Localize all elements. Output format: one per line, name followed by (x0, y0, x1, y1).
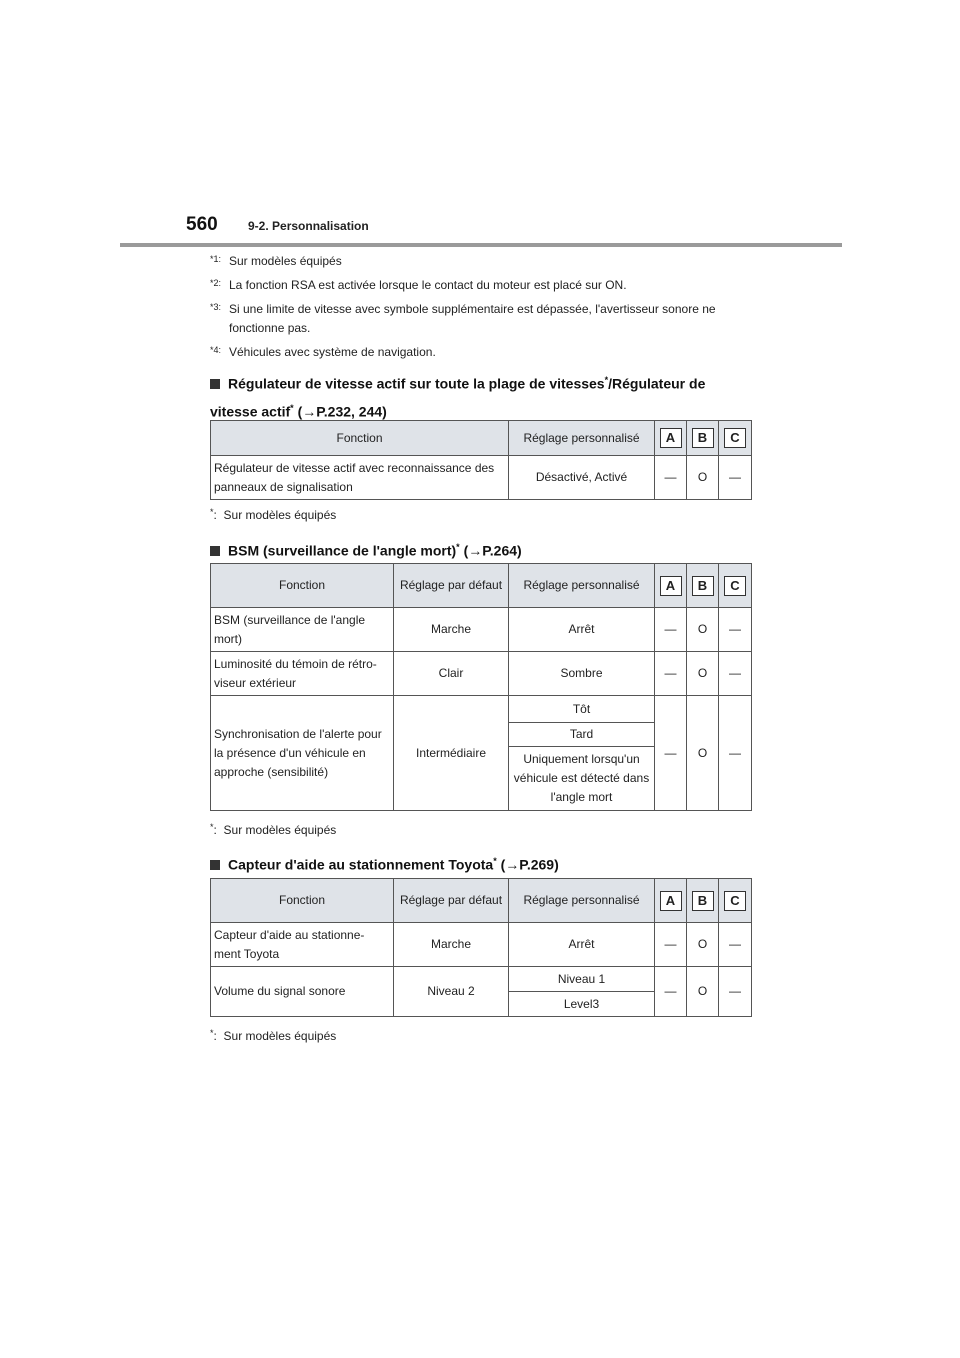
section-heading-parking: Capteur d'aide au stationnement Toyota* (→P.269) (210, 849, 559, 877)
label-b: B (692, 891, 714, 911)
table-bsm: Fonction Réglage par défaut Réglage personnalisé A B C BSM (surveillance de l'angle mort) Marche Arrêt — O — Luminosité du témoin de rétro-viseur extérieur Clair Sombre — O — Synchronisation de l'alerte pour la présence d'un véhicule en approche (sensibilité) Intermédiaire Tôt — O — Tard Uniquement lorsqu'un véhicule est détecté dans l'angle mort (210, 563, 752, 811)
label-c: C (724, 891, 746, 911)
note-text: Sur modèles équipés (229, 254, 342, 268)
col-header-reglage: Réglage personnalisé (509, 421, 655, 456)
label-b: B (692, 576, 714, 596)
footnote: *: Sur modèles équipés (210, 822, 337, 837)
note-mark: *3: (210, 302, 222, 312)
col-header-fonction: Fonction (211, 421, 509, 456)
label-a: A (660, 576, 682, 596)
square-bullet-icon (210, 860, 220, 870)
note-text: Véhicules avec système de navigation. (229, 345, 436, 359)
page-number: 560 (186, 214, 218, 235)
notes-list (210, 252, 770, 367)
square-bullet-icon (210, 546, 220, 556)
note-text: La fonction RSA est activée lorsque le contact du moteur est placé sur ON. (229, 278, 627, 292)
label-a: A (660, 428, 682, 448)
label-c: C (724, 576, 746, 596)
note-item (210, 252, 770, 271)
note-item (210, 300, 770, 338)
footnote: *: Sur modèles équipés (210, 507, 337, 522)
table-row: BSM (surveillance de l'angle mort) Marche Arrêt — O — (211, 608, 752, 652)
section-heading-cruise: Régulateur de vitesse actif sur toute la plage de vitesses*/Régulateur de vitesse actif* (→P.232, 244) (210, 375, 706, 420)
label-a: A (660, 891, 682, 911)
header-rule (120, 243, 842, 247)
note-mark: *1: (210, 254, 222, 264)
table-parking: Fonction Réglage par défaut Réglage personnalisé A B C Capteur d'aide au stationne-ment Toyota Marche Arrêt — O — Volume du signal sonore Niveau 2 Niveau 1 — O — Level3 (210, 878, 752, 1017)
label-c: C (724, 428, 746, 448)
label-b: B (692, 428, 714, 448)
section-heading-bsm: BSM (surveillance de l'angle mort)* (→P.264) (210, 535, 522, 563)
footnote: *: Sur modèles équipés (210, 1028, 337, 1043)
note-mark: *2: (210, 278, 222, 288)
page-header (186, 214, 846, 244)
table-cruise (210, 420, 752, 500)
table-row: Régulateur de vitesse actif avec reconnaissance des panneaux de signalisation Désactivé, Activé — O — (211, 456, 752, 500)
note-mark: *4: (210, 345, 222, 355)
table-row: Luminosité du témoin de rétro-viseur extérieur Clair Sombre — O — (211, 652, 752, 696)
table-row: Capteur d'aide au stationne-ment Toyota Marche Arrêt — O — (211, 923, 752, 967)
square-bullet-icon (210, 379, 220, 389)
table-row: Volume du signal sonore Niveau 2 Niveau 1 — O — (211, 967, 752, 992)
section-title: 9-2. Personnalisation (248, 219, 369, 233)
note-text: Si une limite de vitesse avec symbole supplémentaire est dépassée, l'avertisseur sonore ne fonctionne pas. (229, 302, 716, 335)
note-item (210, 343, 770, 362)
table-row: Synchronisation de l'alerte pour la présence d'un véhicule en approche (sensibilité) Intermédiaire Tôt — O — (211, 696, 752, 723)
note-item (210, 276, 770, 295)
